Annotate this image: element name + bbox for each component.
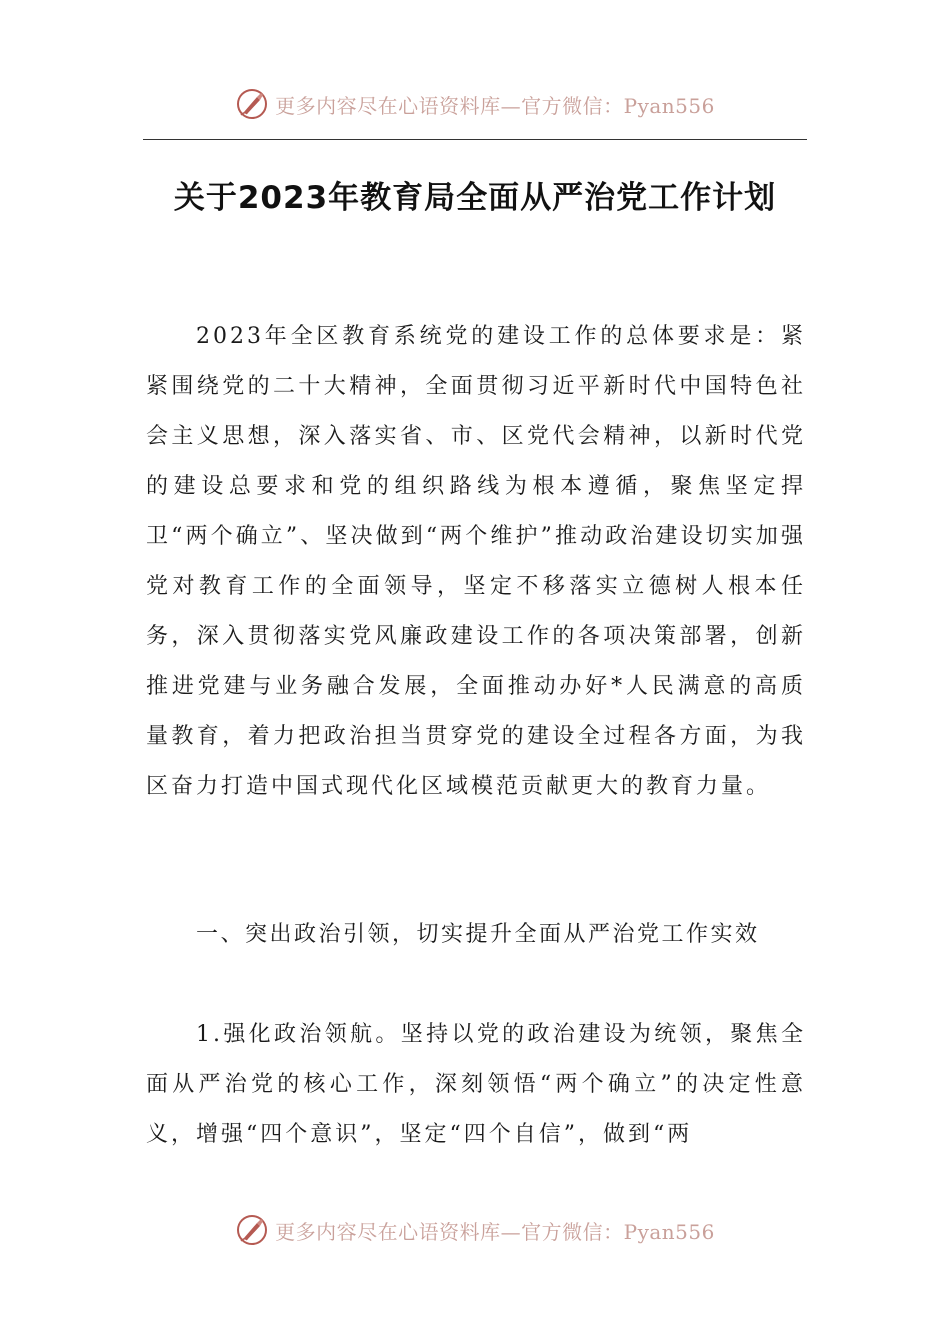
footer-watermark xyxy=(0,1208,950,1252)
watermark-text: 更多内容尽在心语资料库—官方微信：Pyan556 xyxy=(275,93,715,118)
watermark-text: 更多内容尽在心语资料库—官方微信：Pyan556 xyxy=(275,1219,715,1244)
body-paragraph-2: 1.强化政治领航。坚持以党的政治建设为统领，聚焦全面从严治党的核心工作，深刻领悟“两个确立”的决定性意义，增强“四个意识”，坚定“四个自信”，做到“两 xyxy=(146,1022,806,1147)
header-divider xyxy=(143,139,807,140)
page-title: 关于2023年教育局全面从严治党工作计划 xyxy=(173,180,777,216)
pen-nib-logo-icon xyxy=(235,1213,269,1247)
header-watermark xyxy=(0,82,950,126)
pen-nib-logo-icon xyxy=(235,87,269,121)
section-heading-1: 一、突出政治引领，切实提升全面从严治党工作实效 xyxy=(196,922,760,947)
body-paragraph-1: 2023年全区教育系统党的建设工作的总体要求是：紧紧围绕党的二十大精神，全面贯彻习近平新时代中国特色社会主义思想，深入落实省、市、区党代会精神，以新时代党的建设总要求和党的组织路线为根本遵循，聚焦坚定捍卫“两个确立”、坚决做到“两个维护”推动政治建设切实加强党对教育工作的全面领导，坚定不移落实立德树人根本任务，深入贯彻落实党风廉政建设工作的各项决策部署，创新推进党建与业务融合发展，全面推动办好*人民满意的高质量教育，着力把政治担当贯穿党的建设全过程各方面，为我区奋力打造中国式现代化区域模范贡献更大的教育力量。 xyxy=(146,324,806,799)
